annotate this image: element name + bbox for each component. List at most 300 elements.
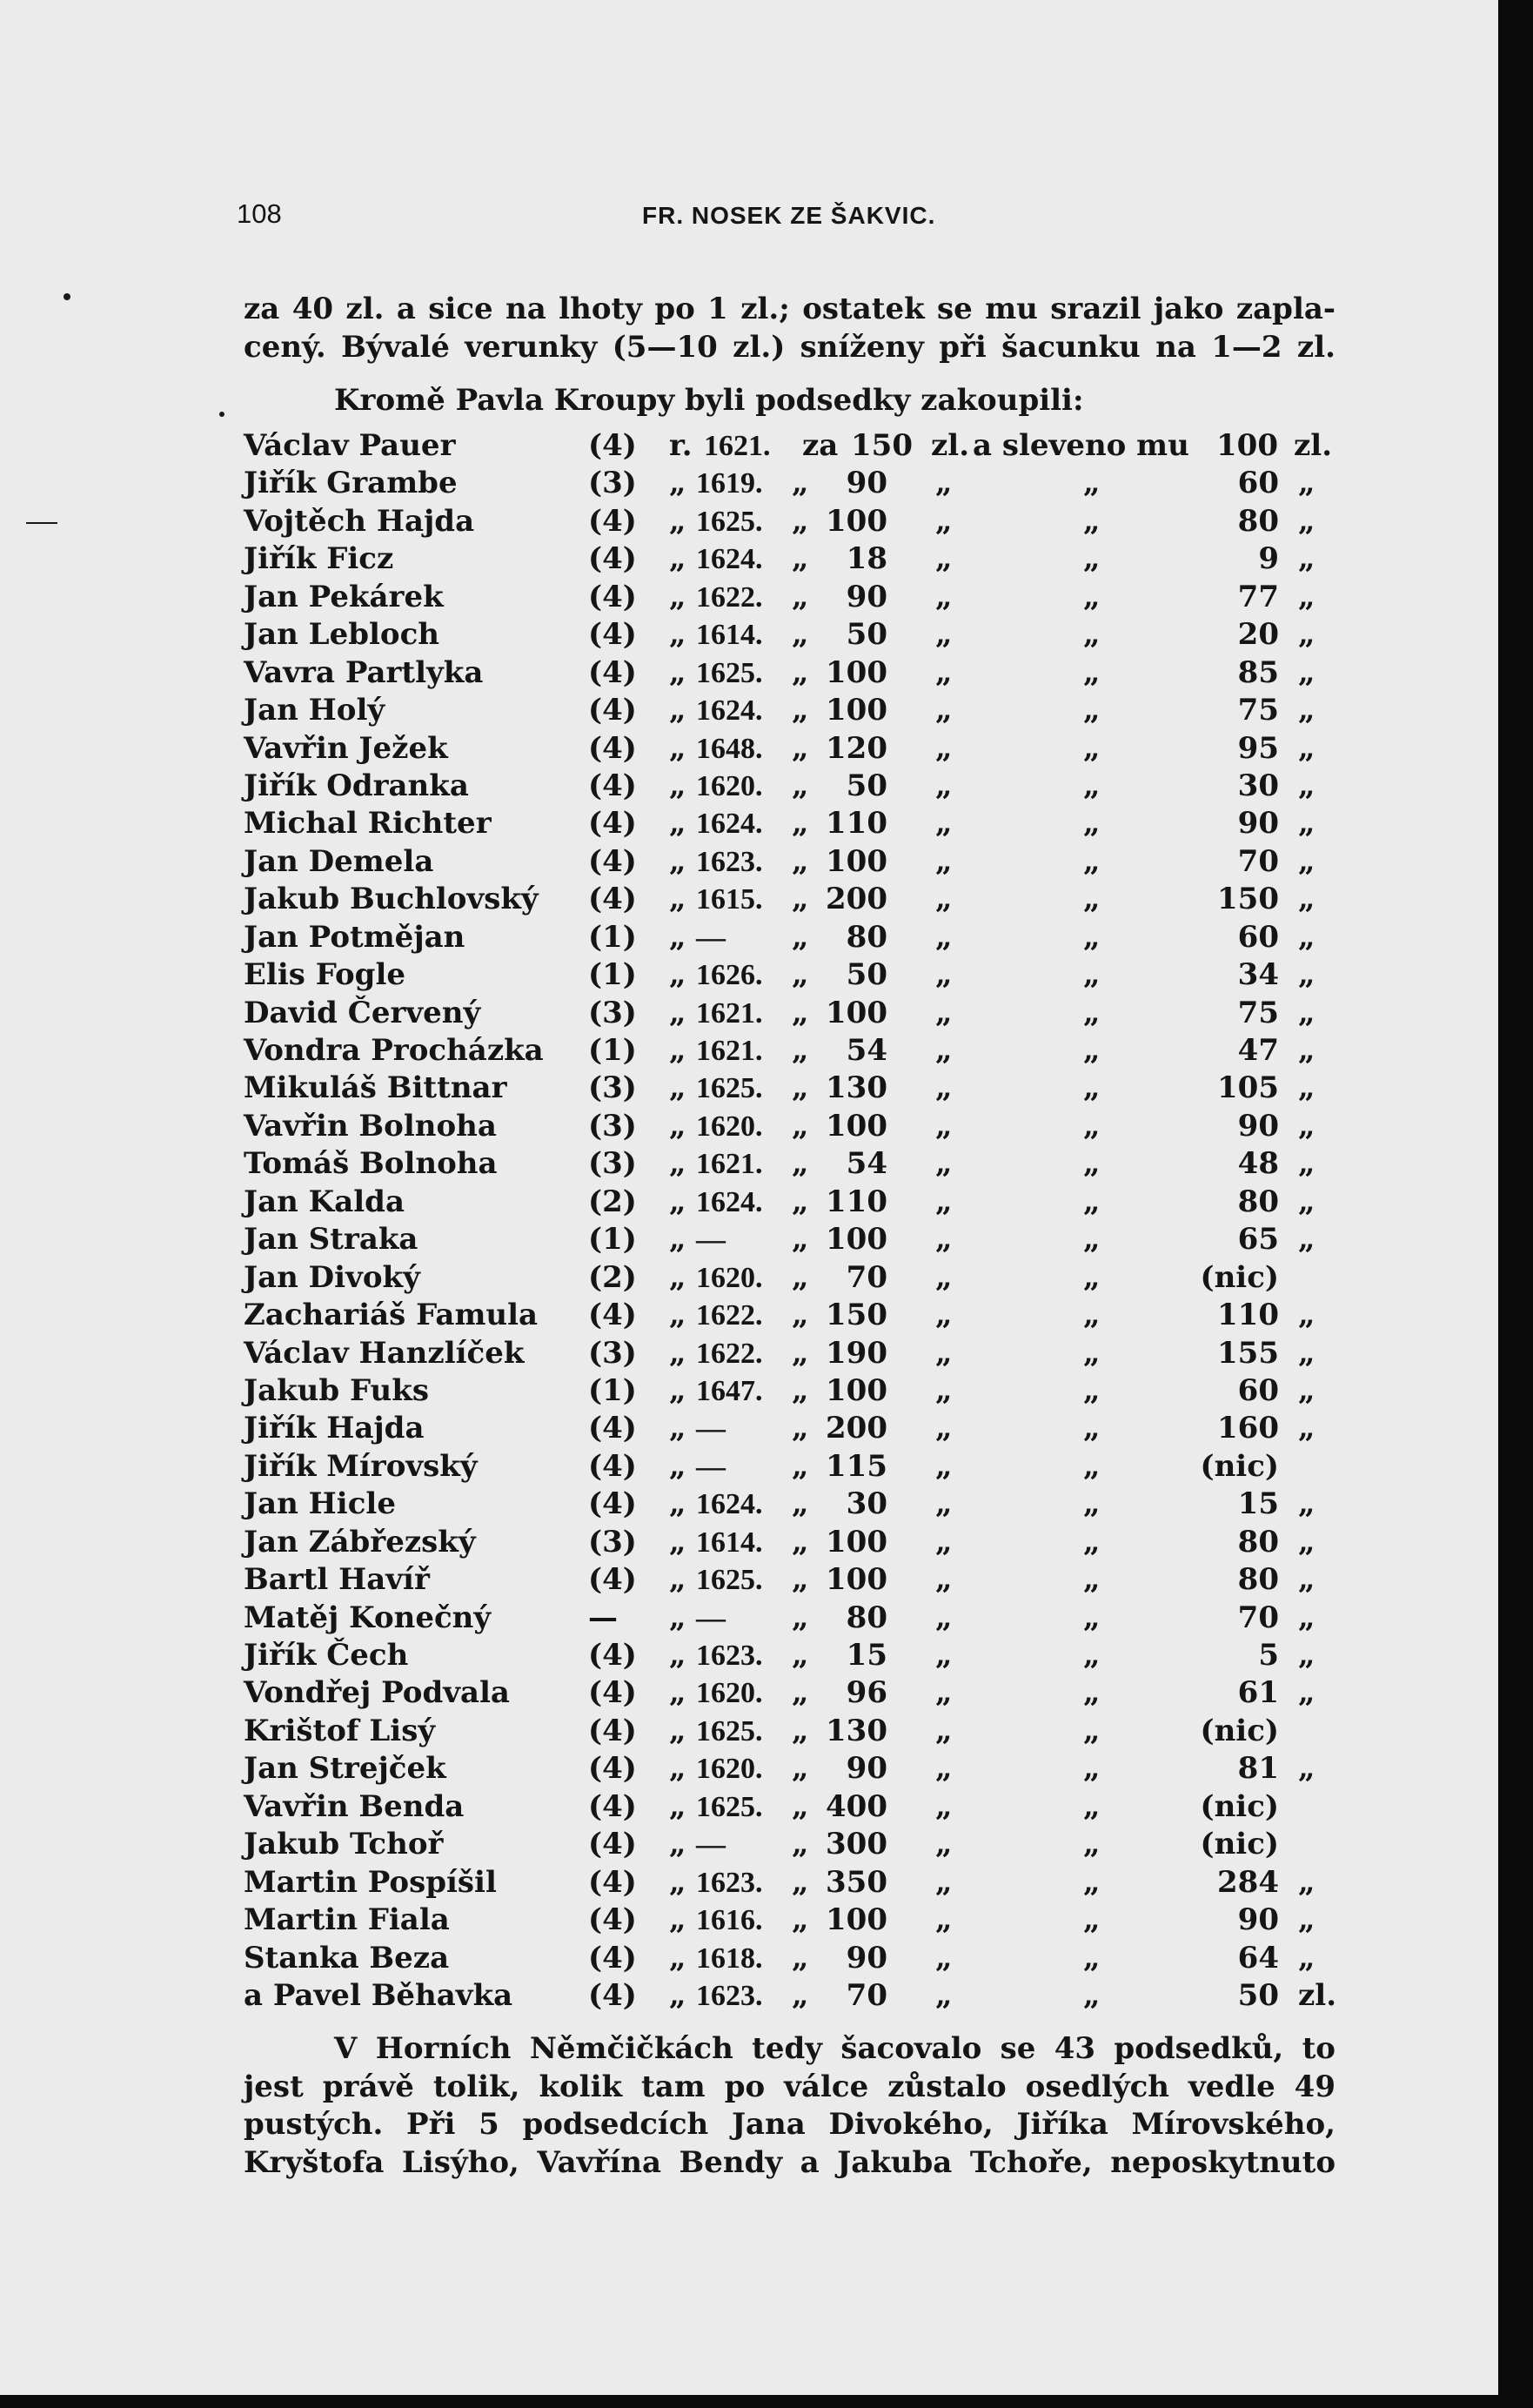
price-amount: 54 [846, 1146, 887, 1182]
text-line: V Horních Němčičkách tedy šacovalo se 43 podsedků, to [334, 2031, 1336, 2066]
ditto-mark: „ [1298, 579, 1315, 614]
field-count: (4) [588, 1902, 637, 1938]
buyer-name: Jan Zábřezský [244, 1524, 476, 1559]
purchase-year: 1622. [696, 1337, 763, 1370]
ditto-mark: „ [935, 1524, 953, 1559]
ditto-mark: „ [935, 1298, 953, 1333]
ditto-mark: „ [935, 730, 953, 766]
ditto-mark: „ [1083, 1788, 1101, 1824]
ditto-mark: „ [935, 1146, 953, 1182]
ditto-mark: „ [792, 1864, 809, 1900]
purchase-year: 1621. [704, 430, 771, 462]
purchase-year: 1622. [696, 580, 763, 614]
price-amount: 100 [826, 843, 887, 879]
reduced-amount: 75 [1237, 995, 1279, 1030]
field-count: (4) [588, 1298, 637, 1333]
ditto-mark: „ [669, 1033, 686, 1068]
field-count: (3) [588, 995, 637, 1030]
ditto-mark: „ [935, 1675, 953, 1711]
field-count: (4) [588, 806, 637, 842]
reduced-amount: 80 [1237, 1562, 1279, 1598]
ditto-mark: „ [792, 1902, 809, 1938]
purchase-year: 1615. [696, 883, 763, 916]
purchase-year: 1623. [696, 1866, 763, 1899]
text-line: cený. Bývalé verunky (5—10 zl.) sníženy při šacunku na 1—2 zl. [244, 329, 1336, 365]
price-amount: 80 [846, 1600, 887, 1635]
field-count: (4) [588, 843, 637, 879]
reduced-amount: 48 [1237, 1146, 1279, 1182]
field-count: (1) [588, 1222, 637, 1258]
field-count: (4) [588, 1788, 637, 1824]
field-count: (4) [588, 1864, 637, 1900]
ditto-mark: „ [792, 1259, 809, 1295]
buyer-name: Mikuláš Bittnar [244, 1070, 507, 1106]
purchase-year: 1624. [696, 1488, 763, 1521]
ditto-mark: „ [1298, 1864, 1315, 1900]
reduced-amount: 50 [1237, 1977, 1279, 2013]
field-count: (3) [588, 1524, 637, 1559]
ditto-mark: „ [935, 1713, 953, 1748]
table-row [0, 768, 1498, 805]
table-row [0, 1637, 1498, 1674]
ditto-mark: „ [792, 1033, 809, 1068]
ditto-mark: „ [1083, 768, 1101, 803]
buyer-name: Jiřík Odranka [244, 768, 469, 803]
purchase-year: — [696, 1601, 726, 1634]
ditto-mark: „ [935, 1940, 953, 1975]
purchase-table [0, 427, 1498, 2015]
ditto-mark: „ [935, 806, 953, 842]
reduced-amount: 9 [1258, 541, 1279, 577]
price-amount: 70 [846, 1977, 887, 2013]
field-count: (4) [588, 1486, 637, 1522]
reduced-amount: 284 [1217, 1864, 1279, 1900]
field-count: (4) [588, 693, 637, 728]
reduced-amount: 15 [1237, 1486, 1279, 1522]
purchase-year: 1624. [696, 694, 763, 728]
ditto-mark: „ [935, 1448, 953, 1484]
field-count: (4) [588, 654, 637, 690]
price-amount: 100 [826, 693, 887, 728]
ditto-mark: „ [1083, 1298, 1101, 1333]
buyer-name: Jan Demela [244, 843, 434, 879]
ditto-mark: „ [935, 1827, 953, 1862]
field-count: (1) [588, 919, 637, 955]
field-count: (3) [588, 1108, 637, 1144]
currency-zl: zl. [931, 428, 970, 463]
price-amount: 96 [846, 1675, 887, 1711]
table-row [0, 1108, 1498, 1145]
reduced-amount: 30 [1237, 768, 1279, 803]
table-row [0, 956, 1498, 994]
ditto-mark: „ [1083, 1902, 1101, 1938]
purchase-year: 1620. [696, 1110, 763, 1143]
ditto-mark: „ [1298, 1638, 1315, 1673]
table-row [0, 540, 1498, 578]
ditto-mark: „ [1298, 1940, 1315, 1975]
ditto-mark: „ [1083, 1600, 1101, 1635]
price-amount: 100 [826, 654, 887, 690]
ditto-mark: „ [935, 1033, 953, 1068]
table-row [0, 616, 1498, 654]
purchase-year: 1621. [696, 1148, 763, 1181]
table-row [0, 692, 1498, 729]
buyer-name: Bartl Havíř [244, 1562, 430, 1598]
ditto-mark: „ [935, 843, 953, 879]
ink-speck [64, 293, 70, 300]
price-amount: 100 [826, 995, 887, 1030]
reduced-amount: (nic) [1200, 1259, 1279, 1295]
ditto-mark: „ [792, 882, 809, 917]
ditto-mark: „ [792, 1788, 809, 1824]
price-amount: 90 [846, 1940, 887, 1975]
ditto-mark: „ [1298, 882, 1315, 917]
table-row [0, 881, 1498, 918]
ditto-mark: „ [1083, 1977, 1101, 2013]
ditto-mark: „ [1298, 1562, 1315, 1598]
purchase-year: — [696, 1412, 726, 1445]
table-row [0, 1561, 1498, 1599]
reduced-amount: 80 [1237, 1184, 1279, 1219]
ditto-mark: „ [669, 693, 686, 728]
ditto-mark: „ [1298, 1486, 1315, 1522]
price-amount: 30 [846, 1486, 887, 1522]
price-amount: 120 [826, 730, 887, 766]
purchase-year: — [696, 921, 726, 954]
price-amount: 100 [826, 1222, 887, 1258]
field-count: (4) [588, 1940, 637, 1975]
field-count: (4) [588, 1448, 637, 1484]
buyer-name: Jiřík Grambe [244, 466, 458, 501]
ditto-mark: „ [1083, 1033, 1101, 1068]
ditto-mark: „ [1298, 768, 1315, 803]
reduced-amount: 110 [1217, 1298, 1279, 1333]
ditto-mark: „ [1083, 1259, 1101, 1295]
table-row [0, 1524, 1498, 1561]
field-count: (4) [588, 1411, 637, 1446]
buyer-name: Krištof Lisý [244, 1713, 436, 1748]
price-amount: 18 [846, 541, 887, 577]
paragraph-top [244, 291, 1336, 366]
ditto-mark: „ [1083, 1486, 1101, 1522]
field-count: (4) [588, 1638, 637, 1673]
price-amount: 130 [826, 1713, 887, 1748]
buyer-name: Jan Pekárek [244, 579, 444, 614]
buyer-name: Jan Lebloch [244, 617, 440, 653]
reduced-amount: 60 [1237, 919, 1279, 955]
reduced-amount: 47 [1237, 1033, 1279, 1068]
paragraph-bottom [244, 2030, 1336, 2182]
table-row [0, 1297, 1498, 1334]
ditto-mark: „ [1083, 1751, 1101, 1787]
ditto-mark: „ [792, 1827, 809, 1862]
buyer-name: Jan Holý [244, 693, 385, 728]
purchase-year: — [696, 1450, 726, 1483]
table-row [0, 1221, 1498, 1258]
buyer-name: Jan Hicle [244, 1486, 396, 1522]
ditto-mark: „ [792, 1372, 809, 1408]
ditto-mark: „ [935, 693, 953, 728]
purchase-year: 1624. [696, 543, 763, 576]
ditto-mark: „ [935, 466, 953, 501]
purchase-year: — [696, 1224, 726, 1257]
buyer-name: Jan Kalda [244, 1184, 405, 1219]
field-count: (1) [588, 1033, 637, 1068]
table-row [0, 1600, 1498, 1637]
ditto-mark: „ [1298, 1335, 1315, 1371]
table-row [0, 1410, 1498, 1447]
text-line: jest právě tolik, kolik tam po válce zůstalo osedlých vedle 49 [244, 2069, 1336, 2104]
purchase-year: 1625. [696, 1790, 763, 1823]
buyer-name: Zachariáš Famula [244, 1298, 539, 1333]
table-row [0, 1032, 1498, 1070]
field-count: (2) [588, 1184, 637, 1219]
price-amount: 150 [826, 1298, 887, 1333]
reduced-amount: 160 [1217, 1411, 1279, 1446]
ditto-mark: „ [669, 1184, 686, 1219]
reduced-amount: 60 [1237, 466, 1279, 501]
ditto-mark: „ [669, 654, 686, 690]
buyer-name: Václav Hanzlíček [244, 1335, 525, 1371]
ditto-mark: „ [669, 919, 686, 955]
buyer-name: Jiřík Ficz [244, 541, 394, 577]
ditto-mark: „ [669, 1751, 686, 1787]
purchase-year: 1623. [696, 1640, 763, 1672]
reduced-amount: 60 [1237, 1372, 1279, 1408]
ditto-mark: „ [669, 1335, 686, 1371]
ditto-mark: „ [792, 1751, 809, 1787]
price-amount: 350 [826, 1864, 887, 1900]
purchase-year: 1620. [696, 1753, 763, 1786]
ditto-mark: „ [792, 466, 809, 501]
ditto-mark: „ [1298, 1298, 1315, 1333]
table-row [0, 1864, 1498, 1902]
ditto-mark: „ [792, 1108, 809, 1144]
table-row [0, 995, 1498, 1032]
field-count: (3) [588, 1070, 637, 1106]
purchase-year: 1614. [696, 1526, 763, 1559]
table-row [0, 1335, 1498, 1372]
table-row [0, 465, 1498, 502]
reduced-amount: 64 [1237, 1940, 1279, 1975]
table-row [0, 805, 1498, 842]
ditto-mark: „ [792, 1713, 809, 1748]
ditto-mark: „ [669, 1788, 686, 1824]
ditto-mark: „ [935, 919, 953, 955]
price-amount: 100 [826, 503, 887, 539]
purchase-year: 1623. [696, 845, 763, 878]
ditto-mark: „ [1298, 730, 1315, 766]
ditto-mark: „ [1083, 1222, 1101, 1258]
ditto-mark: „ [935, 1977, 953, 2013]
table-row [0, 730, 1498, 768]
ditto-mark: „ [935, 654, 953, 690]
ditto-mark: „ [792, 693, 809, 728]
currency-unit: zl. [1294, 428, 1333, 463]
ditto-mark: „ [1298, 1600, 1315, 1635]
text-line: pustých. Při 5 podsedcích Jana Divokého, Jiříka Mírovského, [244, 2107, 1336, 2142]
ditto-mark: „ [669, 1713, 686, 1748]
ditto-mark: „ [792, 995, 809, 1030]
ditto-mark: „ [792, 1448, 809, 1484]
buyer-name: Vavřin Bolnoha [244, 1108, 497, 1144]
price-amount: 300 [826, 1827, 887, 1862]
reduced-amount: 70 [1237, 843, 1279, 879]
ditto-mark: „ [935, 503, 953, 539]
table-row [0, 1486, 1498, 1523]
ditto-mark: „ [935, 541, 953, 577]
ditto-mark: „ [792, 579, 809, 614]
reduced-amount: 155 [1217, 1335, 1279, 1371]
reduced-amount: 80 [1237, 503, 1279, 539]
reduced-amount: 61 [1237, 1675, 1279, 1711]
buyer-name: David Červený [244, 995, 481, 1030]
ditto-mark: „ [935, 995, 953, 1030]
field-count: (4) [588, 882, 637, 917]
ink-speck [219, 412, 224, 417]
buyer-name: Vondřej Podvala [244, 1675, 510, 1711]
ditto-mark: „ [1298, 693, 1315, 728]
text-line: za 40 zl. a sice na lhoty po 1 zl.; ostatek se mu srazil jako zapla- [244, 292, 1336, 326]
ditto-mark: „ [1083, 919, 1101, 955]
buyer-name: Jan Potmějan [244, 919, 465, 955]
ditto-mark: „ [1083, 579, 1101, 614]
table-row [0, 1070, 1498, 1107]
field-count: (4) [588, 1713, 637, 1748]
ditto-mark: „ [669, 1902, 686, 1938]
ditto-mark: „ [669, 1108, 686, 1144]
price-amount: 90 [846, 579, 887, 614]
field-count: (4) [588, 1827, 637, 1862]
ditto-mark: „ [935, 579, 953, 614]
ditto-mark: „ [669, 1864, 686, 1900]
purchase-year: 1625. [696, 505, 763, 538]
field-count: (4) [588, 428, 637, 463]
buyer-name: Stanka Beza [244, 1940, 450, 1975]
ditto-mark: „ [1083, 1864, 1101, 1900]
price-amount: 54 [846, 1033, 887, 1068]
price-amount: 50 [846, 617, 887, 653]
buyer-name: a Pavel Běhavka [244, 1977, 513, 2013]
ditto-mark: „ [669, 1486, 686, 1522]
buyer-name: Matěj Konečný [244, 1600, 492, 1635]
purchase-year: 1624. [696, 808, 763, 841]
running-head: FR. NOSEK ZE ŠAKVIC. [642, 202, 936, 229]
ditto-mark: „ [792, 1335, 809, 1371]
ditto-mark: „ [792, 503, 809, 539]
ditto-mark: „ [1083, 957, 1101, 993]
ditto-mark: „ [1298, 1372, 1315, 1408]
buyer-name: Vavřin Benda [244, 1788, 465, 1824]
ditto-mark: „ [792, 617, 809, 653]
ditto-mark: „ [1298, 957, 1315, 993]
ditto-mark: „ [1298, 1222, 1315, 1258]
ditto-mark: „ [792, 806, 809, 842]
table-row [0, 1713, 1498, 1750]
price-amount: 130 [826, 1070, 887, 1106]
ditto-mark: „ [1083, 1675, 1101, 1711]
table-row [0, 503, 1498, 540]
ditto-mark: „ [935, 1259, 953, 1295]
ditto-mark: „ [1298, 617, 1315, 653]
field-count: (4) [588, 579, 637, 614]
ditto-mark: „ [1298, 1146, 1315, 1182]
field-count: (4) [588, 1977, 637, 2013]
purchase-year: — [696, 1828, 726, 1861]
ditto-mark: „ [669, 1411, 686, 1446]
ditto-mark: „ [669, 1259, 686, 1295]
ditto-mark: „ [935, 1600, 953, 1635]
ditto-mark: „ [1298, 466, 1315, 501]
buyer-name: Vojtěch Hajda [244, 503, 475, 539]
price-amount: 100 [826, 1562, 887, 1598]
field-count: (3) [588, 466, 637, 501]
buyer-name: Vavra Partlyka [244, 654, 484, 690]
abbr-za: za [802, 428, 839, 463]
ditto-mark: „ [1083, 693, 1101, 728]
ditto-mark: „ [669, 1600, 686, 1635]
ditto-mark: „ [792, 843, 809, 879]
ditto-mark: „ [1083, 466, 1101, 501]
field-count: (1) [588, 957, 637, 993]
ditto-mark: „ [1083, 1638, 1101, 1673]
ditto-mark: „ [669, 806, 686, 842]
ditto-mark: „ [1298, 1902, 1315, 1938]
ditto-mark: „ [792, 1977, 809, 2013]
page-header [237, 198, 1359, 242]
ditto-mark: „ [669, 1977, 686, 2013]
table-row [0, 1902, 1498, 1939]
ditto-mark: „ [792, 1486, 809, 1522]
reduced-amount: 90 [1237, 1108, 1279, 1144]
ditto-mark: „ [1298, 919, 1315, 955]
table-row [0, 1788, 1498, 1826]
buyer-name: Martin Fiala [244, 1902, 450, 1938]
ditto-mark: „ [1298, 1033, 1315, 1068]
ditto-mark: „ [669, 768, 686, 803]
ditto-mark: „ [792, 768, 809, 803]
ditto-mark: „ [669, 617, 686, 653]
price-amount: 15 [846, 1638, 887, 1673]
ditto-mark: „ [935, 1486, 953, 1522]
margin-mark [26, 522, 57, 524]
price-amount: 100 [826, 1372, 887, 1408]
reduced-amount: 75 [1237, 693, 1279, 728]
ditto-mark: „ [1083, 1184, 1101, 1219]
reduced-amount: 85 [1237, 654, 1279, 690]
text-line: Kryštofa Lisýho, Vavřína Bendy a Jakuba Tchoře, neposkytnuto [244, 2144, 1336, 2180]
table-row [0, 427, 1498, 465]
ditto-mark: „ [935, 957, 953, 993]
buyer-name: Michal Richter [244, 806, 492, 842]
field-count: (2) [588, 1259, 637, 1295]
ditto-mark: „ [1298, 654, 1315, 690]
ditto-mark: „ [1083, 541, 1101, 577]
ditto-mark: „ [935, 768, 953, 803]
field-count: (4) [588, 541, 637, 577]
buyer-name: Jakub Fuks [244, 1372, 429, 1408]
ditto-mark: „ [792, 1562, 809, 1598]
ditto-mark: „ [935, 1411, 953, 1446]
ditto-mark: „ [669, 1222, 686, 1258]
field-count: (4) [588, 1562, 637, 1598]
reduced-amount: 95 [1237, 730, 1279, 766]
ditto-mark: „ [1083, 1070, 1101, 1106]
buyer-name: Tomáš Bolnoha [244, 1146, 498, 1182]
table-row [0, 1448, 1498, 1486]
reduced-amount: (nic) [1200, 1448, 1279, 1484]
table-row [0, 1826, 1498, 1863]
